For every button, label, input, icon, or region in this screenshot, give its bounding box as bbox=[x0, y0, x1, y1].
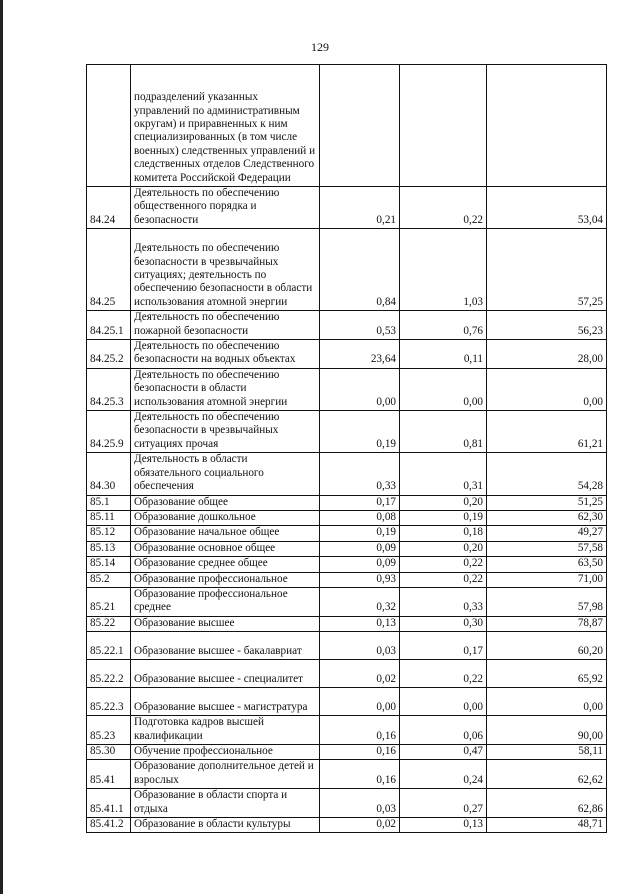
value-3-cell: 28,00 bbox=[487, 340, 607, 369]
code-cell: 84.25 bbox=[87, 229, 131, 311]
code-cell: 85.1 bbox=[87, 495, 131, 510]
value-2-cell: 0,22 bbox=[400, 187, 487, 229]
activity-name-cell: Деятельность по обеспечению пожарной безопасности bbox=[131, 311, 320, 340]
activity-name-cell: Образование высшее bbox=[131, 616, 320, 631]
value-1-cell: 0,02 bbox=[320, 660, 400, 688]
value-2-cell: 0,20 bbox=[400, 495, 487, 510]
table-row bbox=[87, 818, 607, 833]
value-3-cell: 49,27 bbox=[487, 526, 607, 541]
table-row bbox=[87, 340, 607, 369]
value-1-cell: 0,19 bbox=[320, 526, 400, 541]
value-2-cell: 0,81 bbox=[400, 411, 487, 453]
table-row bbox=[87, 187, 607, 229]
activity-name-cell: Образование в области спорта и отдыха bbox=[131, 789, 320, 818]
value-3-cell: 57,98 bbox=[487, 587, 607, 616]
code-cell bbox=[87, 65, 131, 187]
value-1-cell: 0,08 bbox=[320, 510, 400, 525]
value-1-cell: 0,03 bbox=[320, 632, 400, 660]
activity-name-cell: Образование основное общее bbox=[131, 541, 320, 556]
table-row bbox=[87, 572, 607, 587]
value-1-cell: 0,03 bbox=[320, 789, 400, 818]
value-2-cell: 0,06 bbox=[400, 716, 487, 745]
code-cell: 85.41.1 bbox=[87, 789, 131, 818]
table-row bbox=[87, 587, 607, 616]
value-2-cell: 0,24 bbox=[400, 760, 487, 789]
value-2-cell bbox=[400, 65, 487, 187]
value-2-cell: 0,00 bbox=[400, 368, 487, 410]
value-1-cell: 0,02 bbox=[320, 818, 400, 833]
value-2-cell: 0,22 bbox=[400, 572, 487, 587]
value-3-cell: 53,04 bbox=[487, 187, 607, 229]
value-1-cell: 0,13 bbox=[320, 616, 400, 631]
value-1-cell bbox=[320, 65, 400, 187]
value-3-cell: 62,86 bbox=[487, 789, 607, 818]
table-row bbox=[87, 510, 607, 525]
data-table bbox=[86, 64, 607, 833]
value-3-cell: 71,00 bbox=[487, 572, 607, 587]
page-number: 129 bbox=[311, 40, 329, 54]
value-1-cell: 0,16 bbox=[320, 744, 400, 759]
value-3-cell: 65,92 bbox=[487, 660, 607, 688]
activity-name-cell: Образование дополнительное детей и взрослых bbox=[131, 760, 320, 789]
code-cell: 85.14 bbox=[87, 557, 131, 572]
code-cell: 85.11 bbox=[87, 510, 131, 525]
table-row bbox=[87, 495, 607, 510]
code-cell: 84.25.9 bbox=[87, 411, 131, 453]
activity-name-cell: Образование общее bbox=[131, 495, 320, 510]
table-row bbox=[87, 557, 607, 572]
table-row bbox=[87, 368, 607, 410]
activity-name-cell: Деятельность в области обязательного социального обеспечения bbox=[131, 453, 320, 495]
activity-name-cell: Деятельность по обеспечению общественного порядка и безопасности bbox=[131, 187, 320, 229]
scan-edge bbox=[0, 0, 3, 894]
activity-name-cell: Образование среднее общее bbox=[131, 557, 320, 572]
value-1-cell: 0,16 bbox=[320, 760, 400, 789]
value-3-cell: 0,00 bbox=[487, 368, 607, 410]
activity-name-cell: Образование дошкольное bbox=[131, 510, 320, 525]
value-2-cell: 0,27 bbox=[400, 789, 487, 818]
value-1-cell: 0,19 bbox=[320, 411, 400, 453]
value-2-cell: 0,22 bbox=[400, 660, 487, 688]
value-1-cell: 0,53 bbox=[320, 311, 400, 340]
value-3-cell: 58,11 bbox=[487, 744, 607, 759]
code-cell: 85.21 bbox=[87, 587, 131, 616]
value-3-cell: 62,62 bbox=[487, 760, 607, 789]
activity-name-cell: Образование высшее - специалитет bbox=[131, 660, 320, 688]
code-cell: 85.30 bbox=[87, 744, 131, 759]
activity-name-cell: Образование начальное общее bbox=[131, 526, 320, 541]
code-cell: 84.24 bbox=[87, 187, 131, 229]
activity-name-cell: Образование в области культуры bbox=[131, 818, 320, 833]
table-row bbox=[87, 760, 607, 789]
value-1-cell: 0,00 bbox=[320, 368, 400, 410]
value-3-cell: 63,50 bbox=[487, 557, 607, 572]
value-1-cell: 0,09 bbox=[320, 541, 400, 556]
value-2-cell: 0,19 bbox=[400, 510, 487, 525]
value-1-cell: 23,64 bbox=[320, 340, 400, 369]
code-cell: 85.12 bbox=[87, 526, 131, 541]
value-2-cell: 0,33 bbox=[400, 587, 487, 616]
table-row bbox=[87, 411, 607, 453]
value-3-cell: 62,30 bbox=[487, 510, 607, 525]
code-cell: 85.22.3 bbox=[87, 688, 131, 716]
value-1-cell: 0,93 bbox=[320, 572, 400, 587]
value-3-cell: 60,20 bbox=[487, 632, 607, 660]
table-row bbox=[87, 616, 607, 631]
value-2-cell: 0,11 bbox=[400, 340, 487, 369]
code-cell: 85.22 bbox=[87, 616, 131, 631]
value-2-cell: 0,30 bbox=[400, 616, 487, 631]
table-row bbox=[87, 229, 607, 311]
activity-name-cell: Деятельность по обеспечению безопасности в чрезвычайных ситуациях прочая bbox=[131, 411, 320, 453]
table-row bbox=[87, 526, 607, 541]
value-3-cell: 0,00 bbox=[487, 688, 607, 716]
value-3-cell: 61,21 bbox=[487, 411, 607, 453]
table-row bbox=[87, 311, 607, 340]
value-1-cell: 0,33 bbox=[320, 453, 400, 495]
table-row bbox=[87, 65, 607, 187]
activity-name-cell: Деятельность по обеспечению безопасности в области использования атомной энергии bbox=[131, 368, 320, 410]
value-3-cell: 54,28 bbox=[487, 453, 607, 495]
activity-name-cell: Деятельность по обеспечению безопасности на водных объектах bbox=[131, 340, 320, 369]
code-cell: 85.22.2 bbox=[87, 660, 131, 688]
value-2-cell: 0,00 bbox=[400, 688, 487, 716]
code-cell: 85.22.1 bbox=[87, 632, 131, 660]
code-cell: 84.25.1 bbox=[87, 311, 131, 340]
activity-name-cell: Образование профессиональное bbox=[131, 572, 320, 587]
value-1-cell: 0,00 bbox=[320, 688, 400, 716]
code-cell: 85.23 bbox=[87, 716, 131, 745]
value-3-cell: 48,71 bbox=[487, 818, 607, 833]
code-cell: 85.41 bbox=[87, 760, 131, 789]
activity-name-cell: Обучение профессиональное bbox=[131, 744, 320, 759]
value-1-cell: 0,84 bbox=[320, 229, 400, 311]
table-row bbox=[87, 716, 607, 745]
value-2-cell: 0,22 bbox=[400, 557, 487, 572]
value-2-cell: 0,18 bbox=[400, 526, 487, 541]
value-2-cell: 0,17 bbox=[400, 632, 487, 660]
value-1-cell: 0,09 bbox=[320, 557, 400, 572]
table-row bbox=[87, 660, 607, 688]
value-2-cell: 0,13 bbox=[400, 818, 487, 833]
table-row bbox=[87, 744, 607, 759]
value-3-cell: 56,23 bbox=[487, 311, 607, 340]
value-2-cell: 0,31 bbox=[400, 453, 487, 495]
table-body bbox=[87, 65, 607, 833]
code-cell: 84.25.3 bbox=[87, 368, 131, 410]
code-cell: 84.30 bbox=[87, 453, 131, 495]
code-cell: 85.13 bbox=[87, 541, 131, 556]
value-2-cell: 1,03 bbox=[400, 229, 487, 311]
activity-name-cell: подразделений указанных управлений по административным округам) и приравненных к ним специализированных (в том числе военных) следственных управлений и следственных отделов Следственного комитета Российской Федерации bbox=[131, 65, 320, 187]
activity-name-cell: Образование высшее - магистратура bbox=[131, 688, 320, 716]
activity-name-cell: Образование высшее - бакалавриат bbox=[131, 632, 320, 660]
value-1-cell: 0,17 bbox=[320, 495, 400, 510]
table-row bbox=[87, 632, 607, 660]
value-2-cell: 0,47 bbox=[400, 744, 487, 759]
activity-name-cell: Образование профессиональное среднее bbox=[131, 587, 320, 616]
value-3-cell: 90,00 bbox=[487, 716, 607, 745]
table-row bbox=[87, 688, 607, 716]
value-3-cell: 57,25 bbox=[487, 229, 607, 311]
table-row bbox=[87, 541, 607, 556]
value-2-cell: 0,76 bbox=[400, 311, 487, 340]
value-3-cell bbox=[487, 65, 607, 187]
value-3-cell: 57,58 bbox=[487, 541, 607, 556]
value-1-cell: 0,32 bbox=[320, 587, 400, 616]
code-cell: 85.2 bbox=[87, 572, 131, 587]
activity-name-cell: Подготовка кадров высшей квалификации bbox=[131, 716, 320, 745]
activity-name-cell: Деятельность по обеспечению безопасности в чрезвычайных ситуациях; деятельность по обеспечению безопасности в области использования атомной энергии bbox=[131, 229, 320, 311]
code-cell: 85.41.2 bbox=[87, 818, 131, 833]
table-row bbox=[87, 453, 607, 495]
value-3-cell: 78,87 bbox=[487, 616, 607, 631]
value-3-cell: 51,25 bbox=[487, 495, 607, 510]
table-row bbox=[87, 789, 607, 818]
value-1-cell: 0,21 bbox=[320, 187, 400, 229]
code-cell: 84.25.2 bbox=[87, 340, 131, 369]
value-2-cell: 0,20 bbox=[400, 541, 487, 556]
value-1-cell: 0,16 bbox=[320, 716, 400, 745]
